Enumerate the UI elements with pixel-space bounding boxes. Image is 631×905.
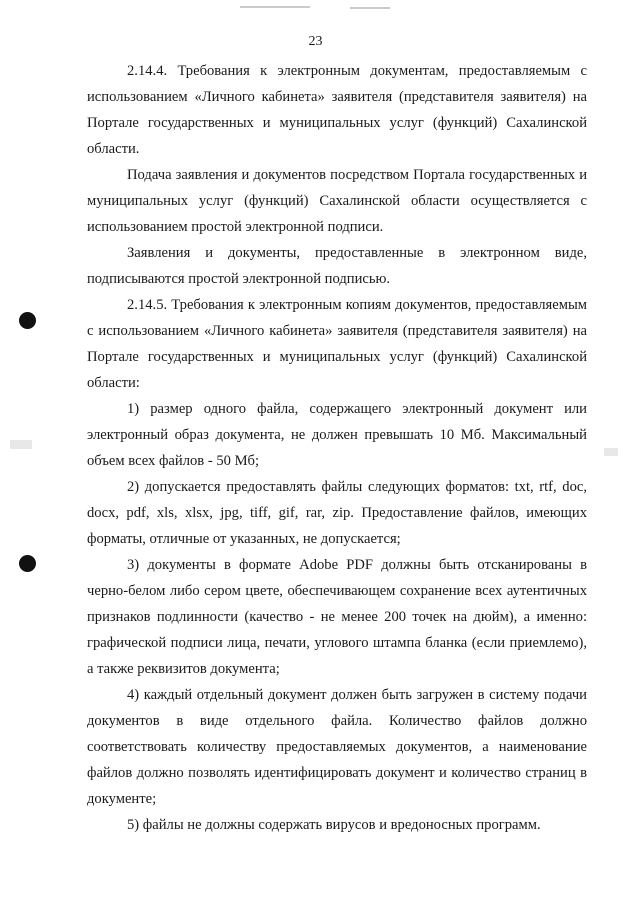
scan-speck — [604, 448, 618, 456]
document-body — [87, 58, 587, 838]
paragraph: 1) размер одного файла, содержащего электронный документ или электронный образ документа, не должен превышать 10 Мб. Максимальный объем всех файлов - 50 Мб; — [87, 401, 587, 469]
paragraph: 2) допускается предоставлять файлы следующих форматов: txt, rtf, doc, docx, pdf, xls, xlsx, jpg, tiff, gif, rar, zip. Предоставление файлов, имеющих форматы, отличные от указанных, не допускается; — [87, 479, 587, 547]
paragraph: 5) файлы не должны содержать вирусов и вредоносных программ. — [127, 817, 541, 833]
paragraph: 2.14.4. Требования к электронным документам, предоставляемым с использованием «Личного кабинета» заявителя (представителя заявителя) на Портале государственных и муниципальных услуг (функций) Сахалинской области. — [87, 63, 587, 157]
page-number: 23 — [308, 34, 323, 49]
paragraph: 3) документы в формате Adobe PDF должны быть отсканированы в черно-белом либо сером цвете, обеспечивающем сохранение всех аутентичных признаков подлинности (качество - не менее 200 точек на дюйм), а именно: графической подписи лица, печати, углового штампа бланка (если приемлемо), а также реквизитов документа; — [87, 557, 587, 677]
binder-hole-bottom — [19, 555, 36, 572]
binder-hole-top — [19, 312, 36, 329]
paragraph: Заявления и документы, предоставленные в электронном виде, подписываются простой электронной подписью. — [87, 245, 587, 287]
scan-speck — [240, 6, 310, 8]
paragraph: Подача заявления и документов посредством Портала государственных и муниципальных услуг (функций) Сахалинской области осуществляется с использованием простой электронной подписи. — [87, 167, 587, 235]
scan-speck — [10, 440, 32, 449]
paragraph: 2.14.5. Требования к электронным копиям документов, предоставляемым с использованием «Личного кабинета» заявителя (представителя заявителя) на Портале государственных и муниципальных услуг (функций) Сахалинской области: — [87, 297, 587, 391]
scan-speck — [350, 7, 390, 9]
paragraph: 4) каждый отдельный документ должен быть загружен в систему подачи документов в виде отдельного файла. Количество файлов должно соответствовать количеству предоставляемых документов, а наименование файлов должно позволять идентифицировать документ и количество страниц в документе; — [87, 687, 587, 807]
